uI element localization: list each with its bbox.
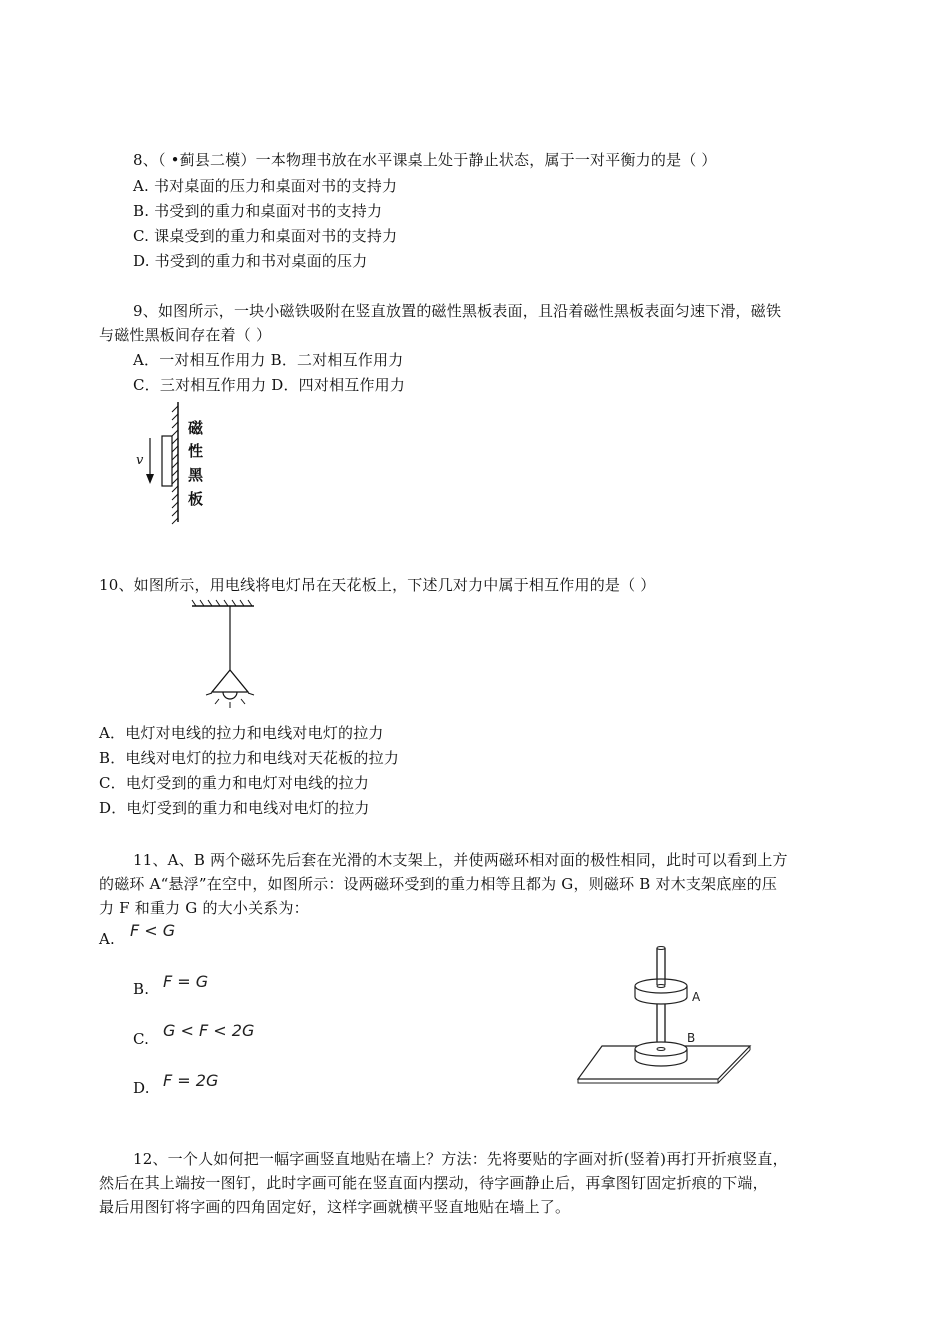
magnetic-rings-figure [572, 943, 762, 1093]
hanging-lamp-figure [188, 598, 268, 718]
magnetic-board-figure [130, 398, 220, 526]
q11-option-c-expr: G < F < 2G [163, 1021, 255, 1040]
q9-options-row2: C．三对相互作用力 D．四对相互作用力 [133, 376, 406, 394]
q10-option-c: C．电灯受到的重力和电灯对电线的拉力 [99, 774, 370, 792]
board-label-char-1: 磁 [188, 419, 204, 437]
q8-stem: 8、（ •蓟县二模）一本物理书放在水平课桌上处于静止状态，属于一对平衡力的是（ ） [133, 151, 717, 169]
q10-option-d: D．电灯受到的重力和电线对电灯的拉力 [99, 799, 370, 817]
ring-a-label: A [692, 990, 701, 1004]
q8-option-b: B. 书受到的重力和桌面对书的支持力 [133, 202, 383, 220]
q11-stem-line3: 力 F 和重力 G 的大小关系为： [99, 899, 309, 917]
q10-stem: 10、如图所示，用电线将电灯吊在天花板上，下述几对力中属于相互作用的是（ ） [99, 576, 656, 594]
lamp-shade [212, 670, 248, 692]
q8-option-c: C. 课桌受到的重力和桌面对书的支持力 [133, 227, 398, 245]
q10-option-b: B．电线对电灯的拉力和电线对天花板的拉力 [99, 749, 400, 767]
q12-line2: 然后在其上端按一图钉，此时字画可能在竖直面内摆动，待字画静止后，再拿图钉固定折痕的下端， [99, 1174, 768, 1192]
bulb [223, 692, 237, 699]
ring-a [635, 948, 687, 1004]
q11-option-b-letter: B. [133, 980, 150, 998]
q9-options-row1: A．一对相互作用力 B．二对相互作用力 [133, 351, 404, 369]
q11-option-d-letter: D. [133, 1079, 150, 1097]
q10-option-a: A．电灯对电线的拉力和电线对电灯的拉力 [99, 724, 384, 742]
board-label-char-2: 性 [188, 442, 204, 460]
q11-stem-line1: 11、A、B 两个磁环先后套在光滑的木支架上，并使两磁环相对面的极性相同，此时可以看到上方 [133, 851, 788, 869]
q11-option-a-letter: A. [99, 930, 116, 948]
q11-option-b-expr: F = G [163, 972, 209, 991]
velocity-label: v [136, 453, 144, 468]
q12-line1: 12、一个人如何把一幅字画竖直地贴在墙上？方法：先将要贴的字画对折(竖着)再打开折痕竖直， [133, 1150, 788, 1168]
q8-option-d: D. 书受到的重力和书对桌面的压力 [133, 252, 368, 270]
ring-b-label: B [687, 1031, 696, 1045]
q9-stem-line1: 9、如图所示，一块小磁铁吸附在竖直放置的磁性黑板表面，且沿着磁性黑板表面匀速下滑，磁铁 [133, 302, 782, 320]
ring-b [635, 1042, 687, 1066]
q11-option-d-expr: F = 2G [163, 1071, 219, 1090]
q8-option-a: A. 书对桌面的压力和桌面对书的支持力 [133, 177, 398, 195]
board-label-char-3: 黑 [188, 466, 204, 484]
q11-option-c-letter: C. [133, 1030, 150, 1048]
q9-stem-line2: 与磁性黑板间存在着（ ） [99, 326, 272, 344]
q11-option-a-expr: F < G [130, 921, 176, 940]
q11-stem-line2: 的磁环 A“悬浮”在空中，如图所示：设两磁环受到的重力相等且都为 G，则磁环 B 对木支架底座的压 [99, 875, 778, 893]
q12-line3: 最后用图钉将字画的四角固定好，这样字画就横平竖直地贴在墙上了。 [99, 1198, 571, 1216]
magnet-block [162, 436, 172, 486]
board-label-char-4: 板 [188, 490, 204, 508]
